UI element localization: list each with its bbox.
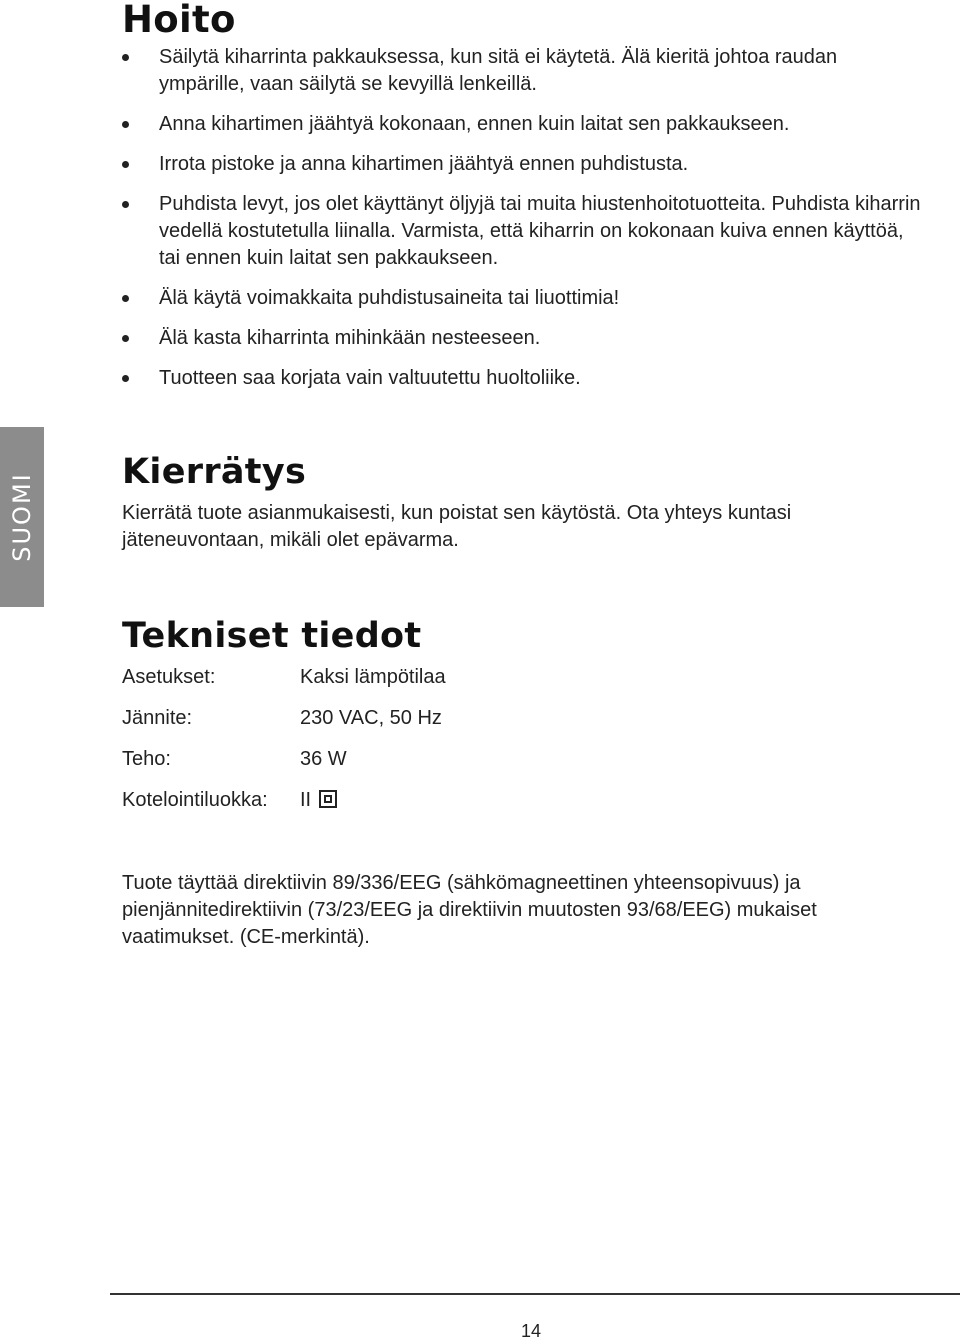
page-number: 14 [521,1321,542,1341]
spec-value-with-icon: II [300,787,337,814]
spec-label: Jännite: [122,707,193,729]
list-item: Älä käytä voimakkaita puhdistusaineita tai liuottimia! [122,285,922,312]
bullet-icon [122,121,129,128]
spec-value: 230 VAC, 50 Hz [300,707,442,729]
language-label: SUOMI [8,472,36,562]
language-side-tab [0,427,44,607]
bullet-icon [122,295,129,302]
section-title-kierratys: Kierrätys [122,452,307,492]
footer-divider [110,1293,960,1295]
recycling-text: Kierrätä tuote asianmukaisesti, kun poistat sen käytöstä. Ota yhteys kuntasi jäteneuvontaan, mikäli olet epävarma. [122,502,792,551]
bullet-icon [122,375,129,382]
spec-label: Kotelointiluokka: [122,789,268,811]
spec-value: Kaksi lämpötilaa [300,666,446,688]
spec-label: Asetukset: [122,666,216,688]
spec-label: Teho: [122,748,171,770]
spec-value: 36 W [300,748,347,770]
list-item: Älä kasta kiharrinta mihinkään nesteeseen. [122,325,922,352]
bullet-icon [122,201,129,208]
class-ii-double-square-icon [319,790,337,808]
bullet-icon [122,161,129,168]
list-item: Säilytä kiharrinta pakkauksessa, kun sitä ei käytetä. Älä kieritä johtoa raudan ympärille, vaan säilytä se kevyillä lenkeillä. [122,44,922,98]
list-item: Anna kihartimen jäähtyä kokonaan, ennen kuin laitat sen pakkaukseen. [122,111,922,138]
section-title-hoito: Hoito [122,0,236,41]
care-list [122,44,922,392]
bullet-icon [122,335,129,342]
list-item: Puhdista levyt, jos olet käyttänyt öljyjä tai muita hiustenhoitotuotteita. Puhdista kiharrin vedellä kostutetulla liinalla. Varmista, että kiharrin on kokonaan kuiva ennen käyttöä, tai ennen kuin laitat sen pakkaukseen. [122,191,922,272]
compliance-text: Tuote täyttää direktiivin 89/336/EEG (sähkömagneettinen yhteensopivuus) ja pienjännitedirektiivin (73/23/EEG ja direktiivin muutosten 93/68/EEG) mukaiset vaatimukset. (CE-merkintä). [122,872,817,948]
section-title-tekniset-tiedot: Tekniset tiedot [122,616,422,656]
list-item: Tuotteen saa korjata vain valtuutettu huoltoliike. [122,365,922,392]
bullet-icon [122,54,129,61]
list-item: Irrota pistoke ja anna kihartimen jäähtyä ennen puhdistusta. [122,151,922,178]
